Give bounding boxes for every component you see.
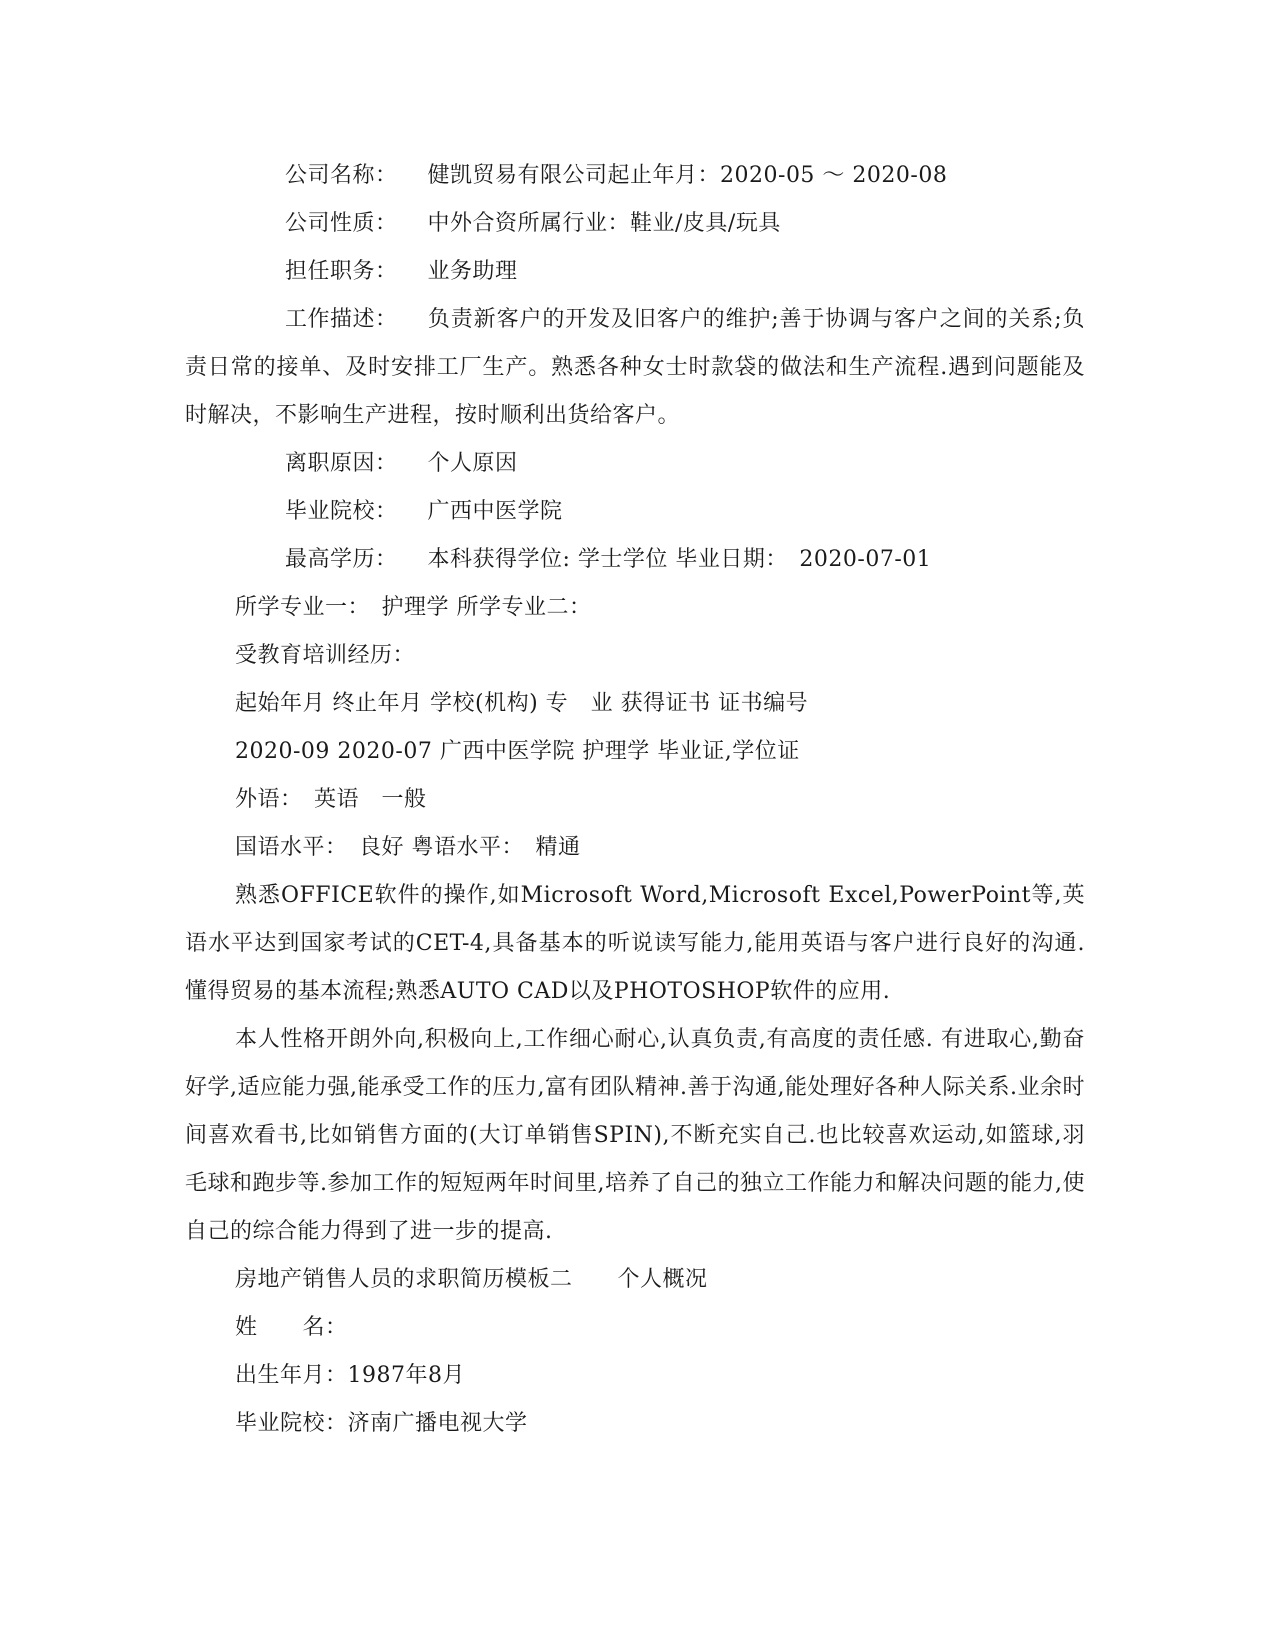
training-table-row: 2020-09 2020-07 广西中医学院 护理学 毕业证,学位证 bbox=[235, 739, 800, 764]
leave-reason-label: 离职原因： bbox=[285, 451, 398, 476]
company-name-value: 健凯贸易有限公司起止年月：2020-05 ～ 2020-08 bbox=[427, 163, 948, 188]
company-name-label: 公司名称： bbox=[285, 163, 398, 188]
job-description-value: 负责新客户的开发及旧客户的维护;善于协调与客户之间的关系;负责日常的接单、及时安排工厂生产。熟悉各种女士时款袋的做法和生产流程.遇到问题能及时解决，不影响生产进程，按时顺利出货给客户。 bbox=[185, 307, 1085, 428]
position-label: 担任职务： bbox=[285, 259, 398, 284]
name-row: 姓 名： bbox=[235, 1315, 348, 1340]
degree-value: 本科获得学位: 学士学位 毕业日期： 2020-07-01 bbox=[427, 547, 932, 572]
degree-label: 最高学历： bbox=[285, 547, 398, 572]
job-description-paragraph bbox=[185, 296, 1085, 440]
foreign-language-row: 外语： 英语 一般 bbox=[235, 787, 427, 812]
leave-reason-row bbox=[185, 440, 1085, 488]
mandarin-cantonese-row: 国语水平： 良好 粤语水平： 精通 bbox=[235, 835, 581, 860]
birth-date-row: 出生年月：1987年8月 bbox=[235, 1363, 465, 1388]
company-nature-row bbox=[185, 200, 1085, 248]
company-nature-label: 公司性质： bbox=[285, 211, 398, 236]
skills-paragraph: 熟悉OFFICE软件的操作,如Microsoft Word,Microsoft Excel,PowerPoint等,英语水平达到国家考试的CET-4,具备基本的听说读写能力,能用英语与客户进行良好的沟通. 懂得贸易的基本流程;熟悉AUTO CAD以及PHOTOSHOP软件的应用. bbox=[185, 883, 1085, 1004]
graduate-school-row bbox=[185, 488, 1085, 536]
major-row: 所学专业一： 护理学 所学专业二： bbox=[235, 595, 592, 620]
graduate-school-label: 毕业院校： bbox=[285, 499, 398, 524]
training-table-header: 起始年月 终止年月 学校(机构) 专 业 获得证书 证书编号 bbox=[235, 691, 809, 716]
position-row bbox=[185, 248, 1085, 296]
leave-reason-value: 个人原因 bbox=[427, 451, 518, 476]
template-two-heading: 房地产销售人员的求职简历模板二 个人概况 bbox=[235, 1267, 708, 1292]
graduate-school-value: 广西中医学院 bbox=[427, 499, 563, 524]
training-title: 受教育培训经历： bbox=[235, 643, 416, 668]
company-nature-value: 中外合资所属行业：鞋业/皮具/玩具 bbox=[427, 211, 781, 236]
job-description-label: 工作描述： bbox=[285, 307, 398, 332]
company-name-row bbox=[185, 152, 1085, 200]
template-two-school-row: 毕业院校：济南广播电视大学 bbox=[235, 1411, 528, 1436]
degree-row bbox=[185, 536, 1085, 584]
self-evaluation-paragraph: 本人性格开朗外向,积极向上,工作细心耐心,认真负责,有高度的责任感. 有进取心,勤奋好学,适应能力强,能承受工作的压力,富有团队精神.善于沟通,能处理好各种人际关系.业余时间喜欢看书,比如销售方面的(大订单销售SPIN),不断充实自己.也比较喜欢运动,如篮球,羽毛球和跑步等.参加工作的短短两年时间里,培养了自己的独立工作能力和解决问题的能力,使自己的综合能力得到了进一步的提高. bbox=[185, 1027, 1085, 1244]
resume-content bbox=[185, 152, 1085, 1448]
position-value: 业务助理 bbox=[427, 259, 518, 284]
